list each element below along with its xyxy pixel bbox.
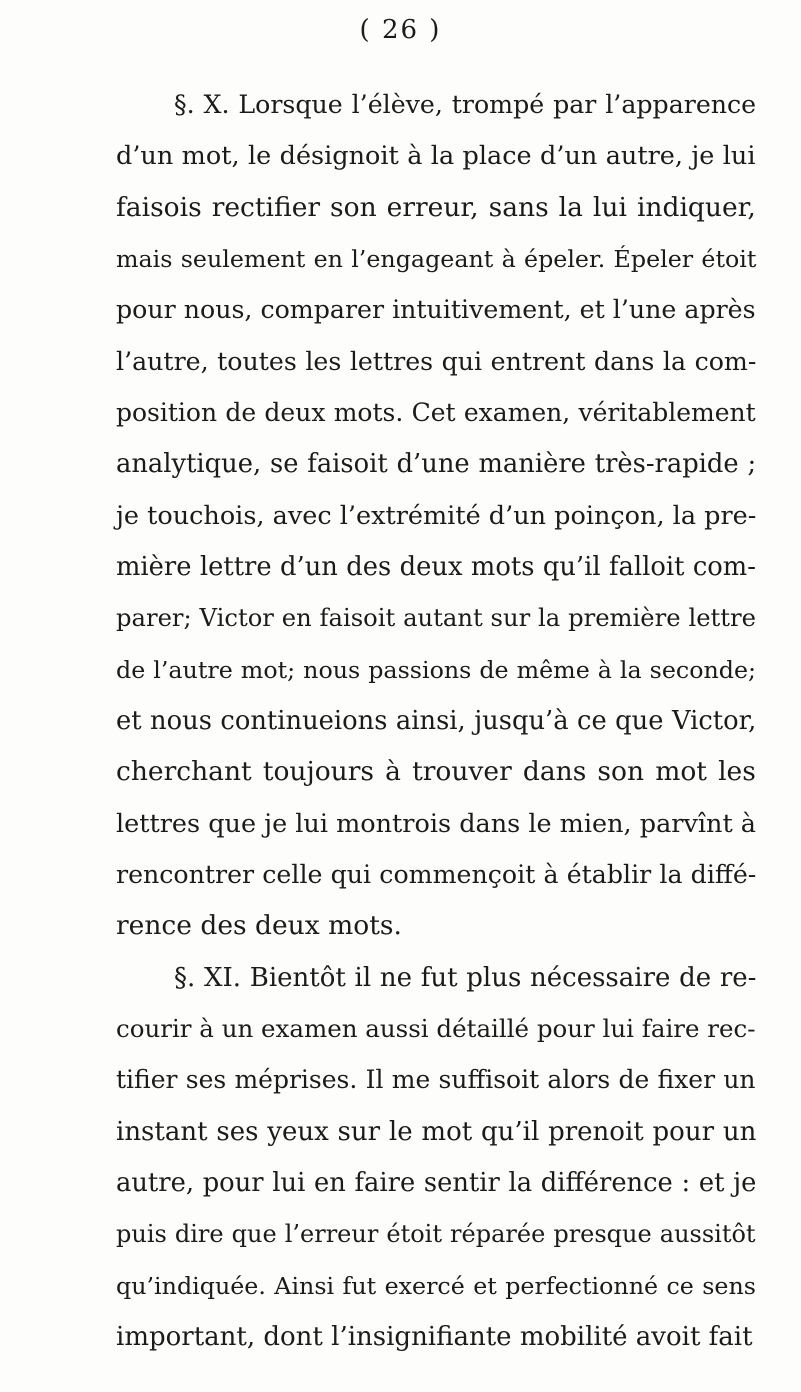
text-line: instant ses yeux sur le mot qu’il prenoit pour un	[116, 1117, 757, 1147]
text-line: et nous continueions ainsi, jusqu’à ce que Victor,	[116, 706, 757, 736]
text-line: puis dire que l’erreur étoit réparée presque aussitôt	[116, 1220, 756, 1248]
text-line: rencontrer celle qui commençoit à établir la diffé-	[116, 860, 757, 889]
text-line: cherchant toujours à trouver dans son mot les	[116, 756, 756, 787]
text-line: autre, pour lui en faire sentir la différence : et je	[116, 1168, 757, 1198]
text-line: rence des deux mots.	[116, 910, 402, 941]
text-line: l’autre, toutes les lettres qui entrent dans la com-	[116, 347, 757, 376]
text-line: mière lettre d’un des deux mots qu’il falloit com-	[116, 552, 756, 582]
page-number: ( 26 )	[359, 15, 442, 45]
text-line: important, dont l’insignifiante mobilité avoit fait	[116, 1322, 753, 1352]
text-line: je touchois, avec l’extrémité d’un poinçon, la pre-	[116, 501, 757, 531]
text-line: position de deux mots. Cet examen, véritablement	[116, 398, 756, 427]
text-line: parer; Victor en faisoit autant sur la première lettre	[116, 603, 756, 632]
text-line: §. X. Lorsque l’élève, trompé par l’apparence	[174, 90, 757, 119]
text-line: analytique, se faisoit d’une manière très-rapide ;	[116, 449, 757, 479]
text-line: de l’autre mot; nous passions de même à la seconde;	[116, 656, 757, 684]
text-line: pour nous, comparer intuitivement, et l’une après	[116, 295, 756, 324]
text-line: faisois rectifier son erreur, sans la lui indiquer,	[116, 192, 756, 223]
text-line: tifier ses méprises. Il me suffisoit alors de fixer un	[116, 1065, 756, 1094]
text-line: §. XI. Bientôt il ne fut plus nécessaire de re-	[174, 963, 757, 993]
text-line: lettres que je lui montrois dans le mien, parvînt à	[116, 809, 757, 839]
text-line: mais seulement en l’engageant à épeler. Épeler étoit	[116, 245, 757, 273]
text-line: courir à un examen aussi détaillé pour lui faire rec-	[116, 1014, 756, 1043]
text-line: d’un mot, le désignoit à la place d’un autre, je lui	[116, 141, 756, 171]
text-line: qu’indiquée. Ainsi fut exercé et perfectionné ce sens	[116, 1272, 756, 1300]
